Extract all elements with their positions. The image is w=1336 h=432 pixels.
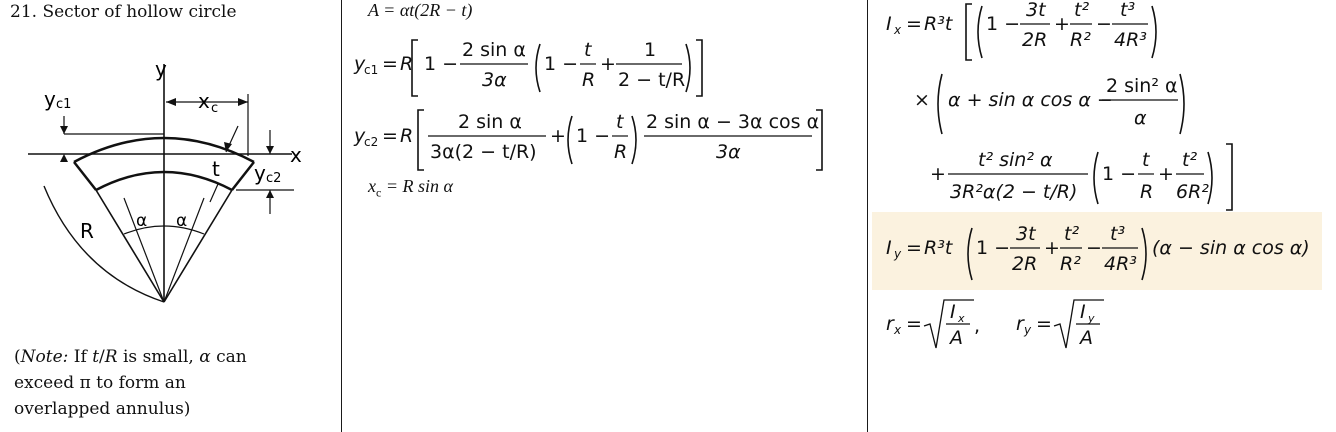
svg-text:2R: 2R <box>1022 29 1048 51</box>
svg-text:t: t <box>1142 149 1150 171</box>
svg-text:1 −: 1 − <box>986 13 1021 35</box>
svg-text:3t: 3t <box>1016 223 1036 245</box>
svg-text:t³: t³ <box>1110 223 1126 245</box>
ix-formula-line2 <box>880 66 1320 142</box>
svg-text:1 −: 1 − <box>424 53 459 75</box>
svg-text:3R²α(2 − t/R): 3R²α(2 − t/R) <box>950 181 1078 203</box>
svg-text:t² sin² α: t² sin² α <box>978 149 1053 171</box>
svg-text:α + sin α cos α −: α + sin α cos α − <box>948 89 1113 111</box>
y-axis-label: y <box>155 57 167 81</box>
svg-text:t²: t² <box>1064 223 1080 245</box>
alpha-left-label: α <box>136 211 148 231</box>
svg-text:R: R <box>400 53 414 75</box>
yc1-label: y <box>44 87 56 111</box>
yc1-formula <box>350 28 840 108</box>
svg-text:1 −: 1 − <box>1102 163 1137 185</box>
svg-text:(α − sin α cos α): (α − sin α cos α) <box>1152 237 1310 259</box>
svg-text:2 sin α: 2 sin α <box>462 39 526 61</box>
yc1-sub: c1 <box>56 97 72 112</box>
ix-formula-line3 <box>880 140 1320 216</box>
svg-text:t²: t² <box>1074 0 1090 21</box>
case-title: 21. Sector of hollow circle <box>10 2 237 22</box>
note-text: (Note: If t/R is small, α can exceed π to form an overlapped annulus) <box>14 347 247 419</box>
yc2-formula <box>350 100 840 180</box>
svg-text:3α(2 − t/R): 3α(2 − t/R) <box>430 141 537 163</box>
xc-sub: c <box>211 101 219 116</box>
svg-text:r: r <box>1016 313 1024 335</box>
svg-text:=: = <box>382 53 398 75</box>
svg-text:+: + <box>1054 13 1070 35</box>
svg-text:=: = <box>906 313 922 335</box>
column-divider-left <box>341 0 342 432</box>
svg-text:3α: 3α <box>716 141 741 163</box>
svg-text:=: = <box>906 13 922 35</box>
svg-text:4R³: 4R³ <box>1114 29 1147 51</box>
svg-text:2R: 2R <box>1012 253 1038 275</box>
alpha-right-label: α <box>176 211 188 231</box>
svg-text:R³t: R³t <box>924 237 953 259</box>
yc2-label: y <box>254 161 266 185</box>
svg-text:=: = <box>1036 313 1052 335</box>
svg-text:y: y <box>894 247 902 261</box>
svg-text:1 −: 1 − <box>544 53 579 75</box>
svg-text:x: x <box>894 323 902 337</box>
svg-text:4R³: 4R³ <box>1104 253 1137 275</box>
svg-text:,: , <box>974 315 981 337</box>
svg-text:x: x <box>894 23 902 37</box>
xc-formula: $x_c = R$ sin α <box>368 176 453 200</box>
svg-text:I: I <box>1080 301 1086 323</box>
r-label: R <box>80 219 94 243</box>
svg-text:A: A <box>1080 327 1093 349</box>
svg-text:y: y <box>354 53 366 75</box>
svg-text:R²: R² <box>1060 253 1081 275</box>
svg-text:t³: t³ <box>1120 0 1136 21</box>
svg-text:R: R <box>1140 181 1154 203</box>
svg-text:+: + <box>1158 163 1174 185</box>
svg-text:R: R <box>400 125 414 147</box>
svg-text:3t: 3t <box>1026 0 1046 21</box>
svg-text:R: R <box>614 141 628 163</box>
svg-text:c2: c2 <box>364 135 379 149</box>
svg-text:×: × <box>914 89 930 111</box>
svg-text:t: t <box>616 111 624 133</box>
svg-text:R²: R² <box>1070 29 1091 51</box>
svg-text:+: + <box>930 163 946 185</box>
svg-text:r: r <box>886 313 894 335</box>
yc2-sub: c2 <box>266 171 282 186</box>
svg-text:t²: t² <box>1182 149 1198 171</box>
xc-label: x <box>198 89 210 113</box>
svg-text:A: A <box>950 327 963 349</box>
svg-text:2 sin² α: 2 sin² α <box>1106 75 1178 97</box>
svg-text:=: = <box>382 125 398 147</box>
svg-text:2 − t/R: 2 − t/R <box>618 69 686 91</box>
svg-text:R: R <box>582 69 596 91</box>
svg-text:1 −: 1 − <box>976 237 1011 259</box>
svg-text:I: I <box>950 301 956 323</box>
svg-text:t: t <box>584 39 592 61</box>
svg-text:R³t: R³t <box>924 13 953 35</box>
svg-text:I: I <box>886 13 892 35</box>
svg-text:α: α <box>1134 107 1147 129</box>
svg-text:−: − <box>1086 237 1102 259</box>
svg-text:1: 1 <box>644 39 657 61</box>
svg-text:−: − <box>1096 13 1112 35</box>
svg-text:1 −: 1 − <box>576 125 611 147</box>
svg-text:2 sin α: 2 sin α <box>458 111 522 133</box>
column-divider-right <box>867 0 868 432</box>
svg-text:c1: c1 <box>364 63 379 77</box>
svg-text:+: + <box>550 125 566 147</box>
area-formula: A = αt(2R − t) <box>368 0 473 20</box>
svg-text:6R²: 6R² <box>1176 181 1209 203</box>
svg-text:x: x <box>958 312 965 325</box>
ix-formula-line1 <box>880 0 1320 70</box>
svg-text:+: + <box>600 53 616 75</box>
iy-formula <box>874 216 1324 286</box>
svg-text:y: y <box>1088 312 1095 325</box>
svg-text:y: y <box>354 125 366 147</box>
svg-text:3α: 3α <box>482 69 507 91</box>
radius-of-gyration-formulas <box>874 290 1174 360</box>
hollow-sector-diagram <box>0 34 330 334</box>
svg-text:I: I <box>886 237 892 259</box>
t-label: t <box>212 157 220 181</box>
svg-text:=: = <box>906 237 922 259</box>
svg-text:2 sin α − 3α cos α: 2 sin α − 3α cos α <box>646 111 820 133</box>
svg-text:y: y <box>1024 323 1032 337</box>
x-axis-label: x <box>290 143 302 167</box>
svg-text:+: + <box>1044 237 1060 259</box>
